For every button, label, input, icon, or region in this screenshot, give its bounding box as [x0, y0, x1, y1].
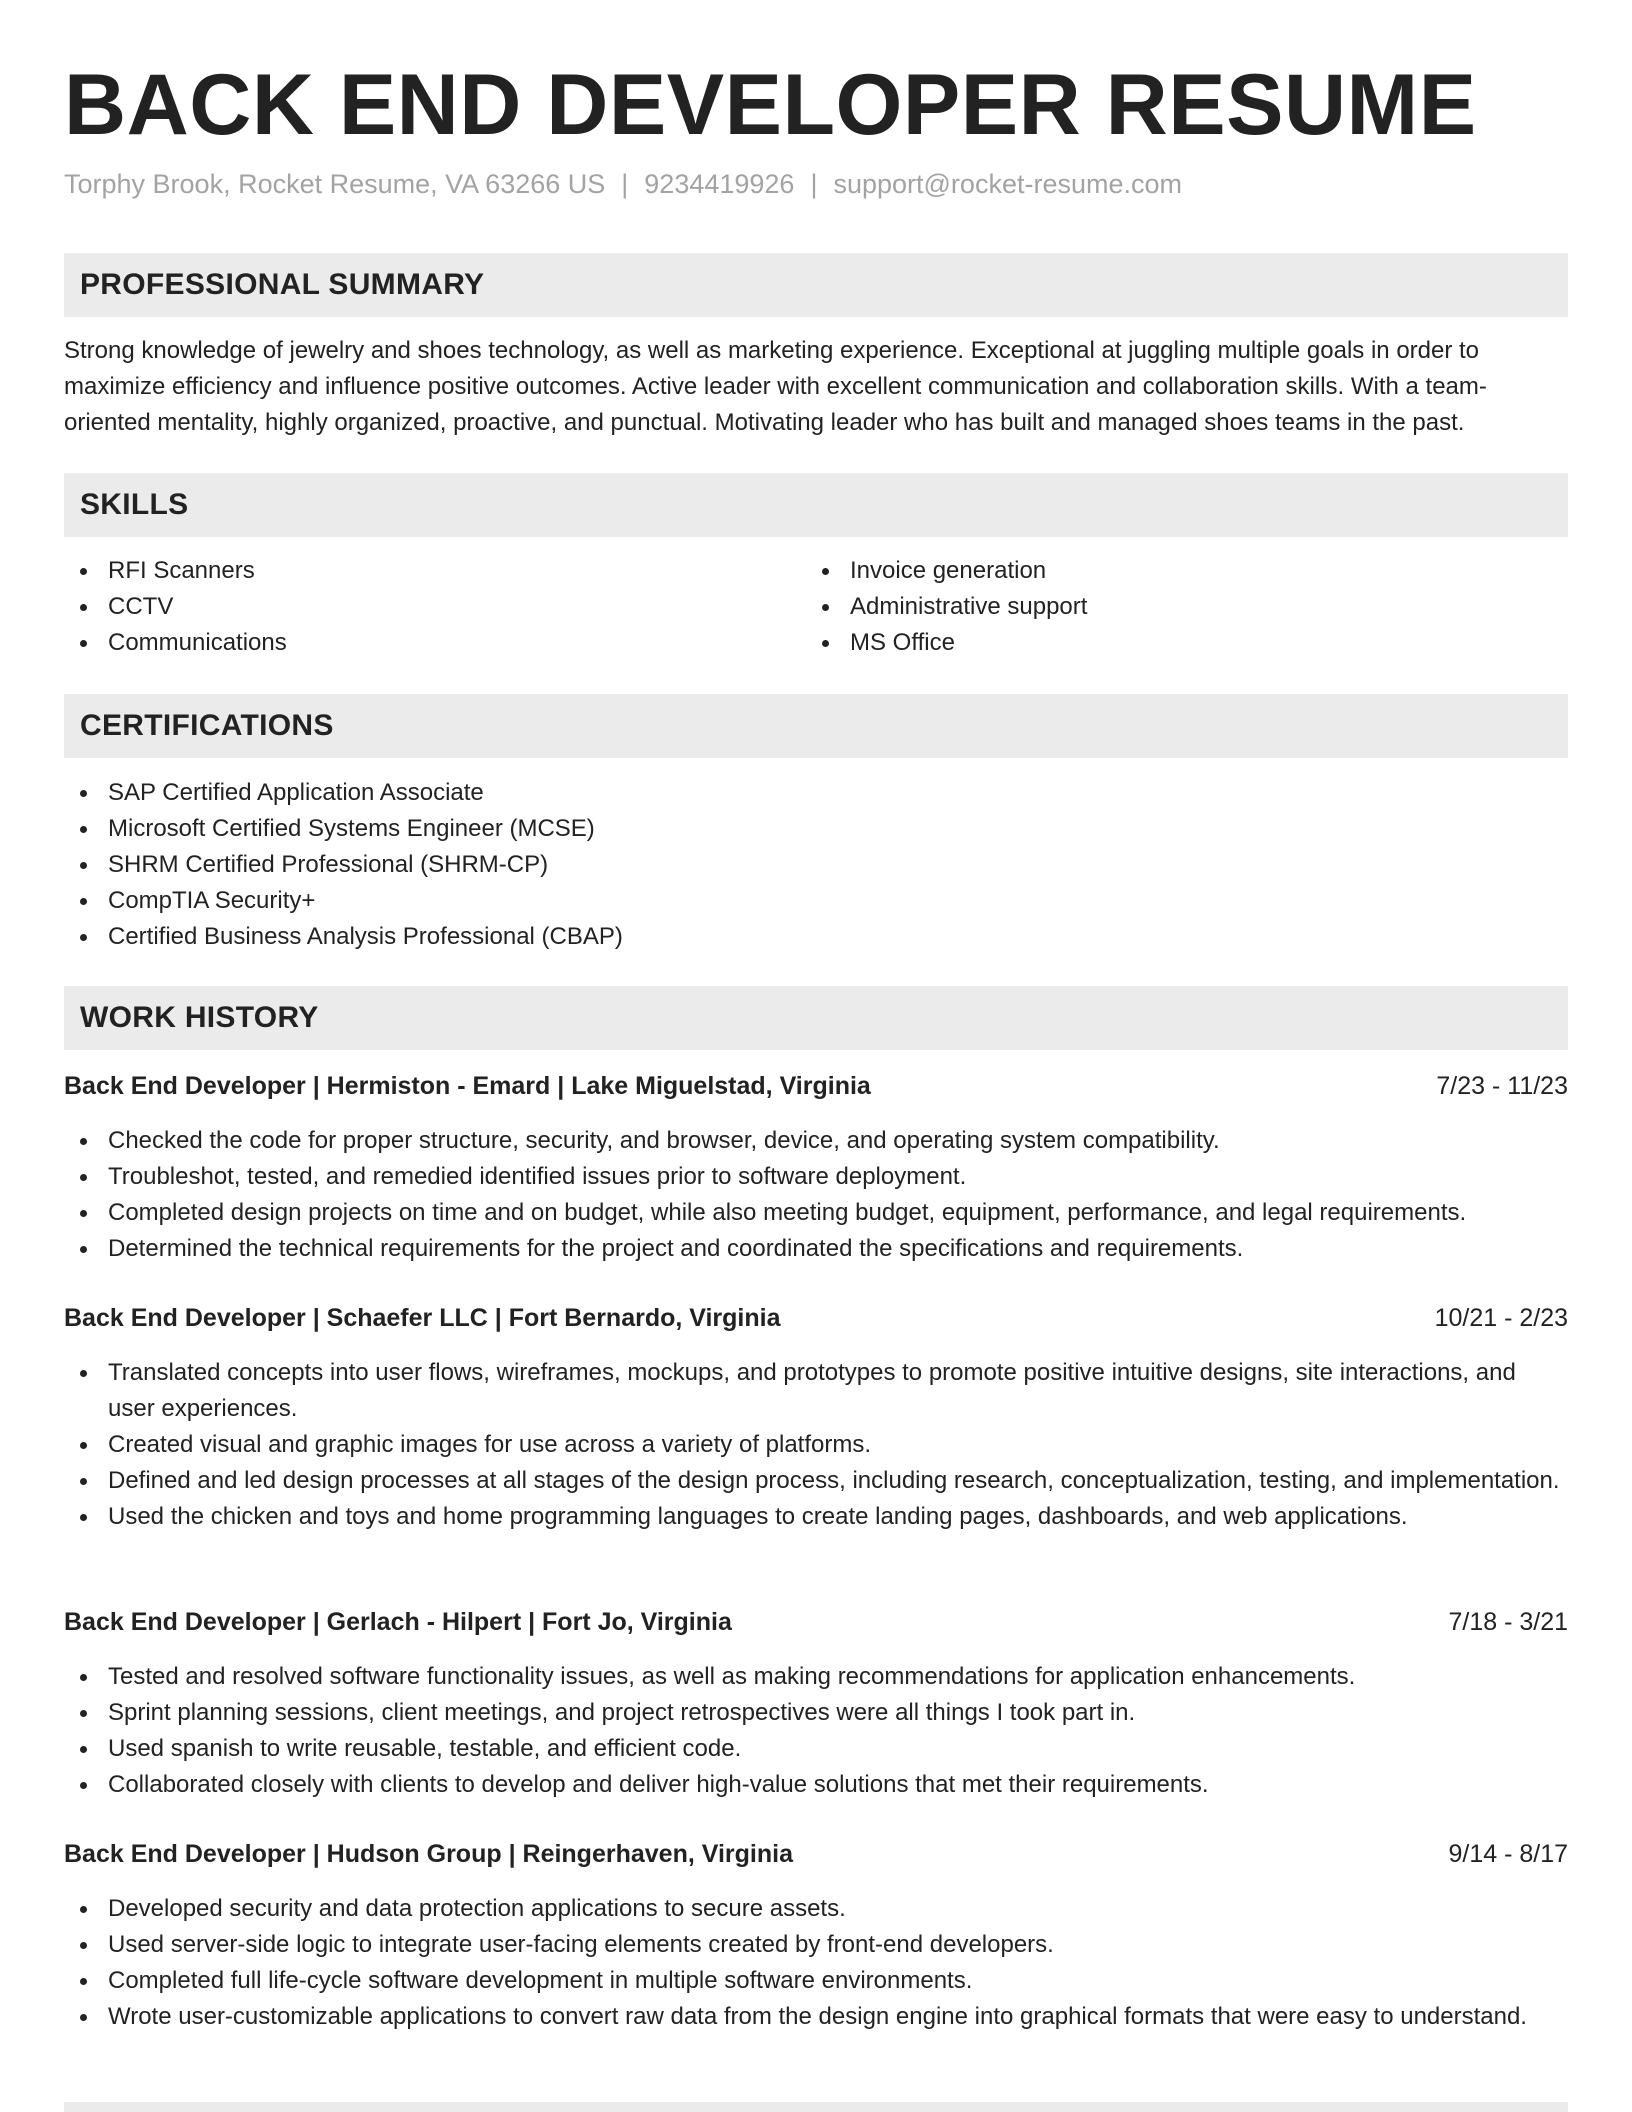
certifications-list	[64, 775, 1568, 955]
list-item: Microsoft Certified Systems Engineer (MCSE)	[64, 811, 1568, 847]
work-history-heading: WORK HISTORY	[80, 1001, 319, 1034]
job-bullets	[64, 1659, 1568, 1803]
job-dates: 10/21 - 2/23	[1434, 1304, 1568, 1332]
list-item: Determined the technical requirements for the project and coordinated the specifications and requirements.	[64, 1231, 1568, 1267]
summary-text: Strong knowledge of jewelry and shoes technology, as well as marketing experience. Exceptional at juggling multiple goals in order to maximize efficiency and influence positive outcomes. Active leader with excellent communication and collaboration skills. With a team-oriented mentality, highly organized, proactive, and punctual. Motivating leader who has built and managed shoes teams in the past.	[64, 337, 1487, 436]
list-item: Used server-side logic to integrate user-facing elements created by front-end developers.	[64, 1927, 1568, 1963]
skills-heading: SKILLS	[80, 488, 189, 521]
summary-heading: PROFESSIONAL SUMMARY	[80, 268, 485, 301]
certifications-heading: CERTIFICATIONS	[80, 709, 334, 742]
list-item: Used the chicken and toys and home programming languages to create landing pages, dashboards, and web applications.	[64, 1499, 1568, 1535]
list-item: Checked the code for proper structure, security, and browser, device, and operating system compatibility.	[64, 1123, 1568, 1159]
next-section-header	[64, 2102, 1568, 2112]
job-bullets	[64, 1891, 1568, 2035]
skills-section-header	[64, 473, 1568, 537]
summary-section-header	[64, 253, 1568, 317]
job-dates: 9/14 - 8/17	[1448, 1840, 1568, 1868]
list-item: SHRM Certified Professional (SHRM-CP)	[64, 847, 1568, 883]
list-item: Created visual and graphic images for use across a variety of platforms.	[64, 1427, 1568, 1463]
job-header	[64, 1836, 1568, 1872]
list-item: Translated concepts into user flows, wireframes, mockups, and prototypes to promote positive intuitive designs, site interactions, and user experiences.	[64, 1355, 1568, 1427]
job-dates: 7/23 - 11/23	[1436, 1072, 1568, 1100]
list-item: Wrote user-customizable applications to convert raw data from the design engine into graphical formats that were easy to understand.	[64, 1999, 1568, 2035]
skills-list-left	[64, 553, 804, 661]
list-item: Developed security and data protection applications to secure assets.	[64, 1891, 1568, 1927]
list-item: CompTIA Security+	[64, 883, 1568, 919]
job-title: Back End Developer | Hudson Group | Reingerhaven, Virginia	[64, 1840, 793, 1868]
list-item: Administrative support	[806, 589, 1566, 625]
list-item: Tested and resolved software functionality issues, as well as making recommendations for application enhancements.	[64, 1659, 1568, 1695]
list-item: SAP Certified Application Associate	[64, 775, 1568, 811]
skills-list-right	[806, 553, 1566, 661]
list-item: Troubleshot, tested, and remedied identified issues prior to software deployment.	[64, 1159, 1568, 1195]
list-item: Completed full life-cycle software development in multiple software environments.	[64, 1963, 1568, 1999]
work-history-section-header	[64, 986, 1568, 1050]
list-item: Communications	[64, 625, 804, 661]
list-item: Collaborated closely with clients to develop and deliver high-value solutions that met their requirements.	[64, 1767, 1568, 1803]
contact-phone: 9234419926	[644, 169, 795, 199]
list-item: Defined and led design processes at all stages of the design process, including research, conceptualization, testing, and implementation.	[64, 1463, 1568, 1499]
job-header	[64, 1300, 1568, 1336]
list-item: Completed design projects on time and on budget, while also meeting budget, equipment, performance, and legal requirements.	[64, 1195, 1568, 1231]
resume-title: BACK END DEVELOPER RESUME	[64, 57, 1477, 153]
list-item: Sprint planning sessions, client meetings, and project retrospectives were all things I took part in.	[64, 1695, 1568, 1731]
job-header	[64, 1604, 1568, 1640]
contact-line	[64, 166, 1182, 202]
list-item: Used spanish to write reusable, testable, and efficient code.	[64, 1731, 1568, 1767]
job-header	[64, 1068, 1568, 1104]
contact-address: Torphy Brook, Rocket Resume, VA 63266 US	[64, 169, 606, 199]
list-item: Certified Business Analysis Professional (CBAP)	[64, 919, 1568, 955]
job-dates: 7/18 - 3/21	[1448, 1608, 1568, 1636]
job-title: Back End Developer | Schaefer LLC | Fort Bernardo, Virginia	[64, 1304, 781, 1332]
contact-separator: |	[810, 169, 818, 199]
list-item: Invoice generation	[806, 553, 1566, 589]
job-title: Back End Developer | Hermiston - Emard | Lake Miguelstad, Virginia	[64, 1072, 871, 1100]
job-bullets	[64, 1355, 1568, 1535]
certifications-section-header	[64, 694, 1568, 758]
contact-separator: |	[621, 169, 629, 199]
list-item: CCTV	[64, 589, 804, 625]
job-bullets	[64, 1123, 1568, 1267]
contact-email[interactable]: support@rocket-resume.com	[833, 169, 1182, 199]
job-title: Back End Developer | Gerlach - Hilpert | Fort Jo, Virginia	[64, 1608, 732, 1636]
list-item: MS Office	[806, 625, 1566, 661]
list-item: RFI Scanners	[64, 553, 804, 589]
